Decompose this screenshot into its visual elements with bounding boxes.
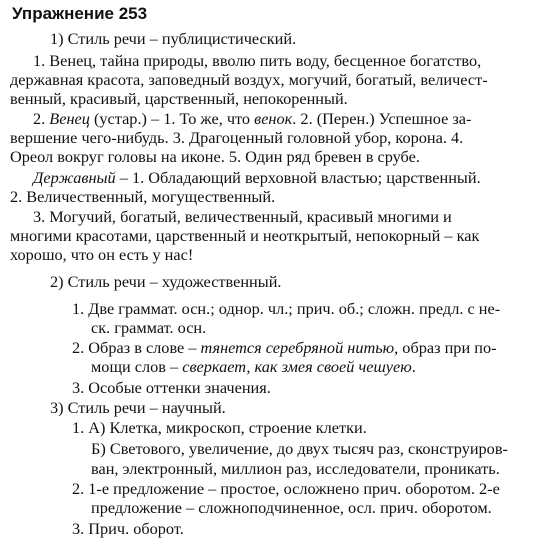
text-line: 1. Две граммат. осн.; однор. чл.; прич. об.; сложн. предл. с не-: [72, 299, 501, 318]
italic-term: тянется серебряной нитью: [200, 338, 395, 357]
text-line: державная красота, заповедный воздух, могучий, богатый, величест-: [10, 70, 488, 89]
italic-term: венок: [254, 109, 293, 128]
text-line: Державный – 1. Обладающий верховной властью; царственный.: [33, 168, 481, 187]
text-line: 2. 1-е предложение – простое, осложнено прич. оборотом. 2-е: [72, 479, 500, 498]
text-line: венный, красивый, царственный, непокоренный.: [10, 89, 348, 108]
text-line: 3. Могучий, богатый, величественный, красивый многими и: [33, 207, 452, 226]
text-line: мощи слов – сверкает, как змея своей чешуею.: [91, 357, 416, 376]
text-line: Ореол вокруг головы на иконе. 5. Один ряд бревен в срубе.: [10, 147, 420, 166]
text-line: ван, электронный, миллион раз, исследователи, проникать.: [91, 459, 500, 478]
text-line: ск. граммат. осн.: [91, 318, 207, 337]
text-line: 3. Особые оттенки значения.: [72, 378, 271, 397]
text-line: Б) Светового, увеличение, до двух тысяч раз, сконструиров-: [91, 439, 508, 458]
italic-term: Венец: [49, 109, 90, 128]
text-line: вершение чего-нибудь. 3. Драгоценный головной убор, корона. 4.: [10, 128, 464, 147]
text-line: 1) Стиль речи – публицистический.: [50, 29, 297, 48]
text-line: 3) Стиль речи – научный.: [50, 398, 226, 417]
exercise-heading: Упражнение 253: [12, 4, 148, 23]
text-line: 2. Величественный, могущественный.: [10, 187, 276, 206]
text-line: хорошо, что он есть у нас!: [10, 245, 194, 264]
text-line: предложение – сложноподчиненное, осл. прич. оборотом.: [91, 498, 492, 517]
text-line: 2) Стиль речи – художественный.: [50, 272, 282, 291]
text-line: 2. Венец (устар.) – 1. То же, что венок. 2. (Перен.) Успешное за-: [33, 109, 472, 128]
italic-term: сверкает, как змея своей чешуею: [182, 357, 412, 376]
text-line: 1. А) Клетка, микроскоп, строение клетки.: [72, 418, 367, 437]
italic-term: Державный: [33, 168, 116, 187]
text-line: 2. Образ в слове – тянется серебряной нитью, образ при по-: [72, 338, 497, 357]
text-line: 1. Венец, тайна природы, вволю пить воду, бесценное богатство,: [33, 51, 482, 70]
text-line: 3. Прич. оборот.: [72, 519, 184, 538]
text-line: многими красотами, царственный и неоткрытый, непокорный – как: [10, 226, 480, 245]
